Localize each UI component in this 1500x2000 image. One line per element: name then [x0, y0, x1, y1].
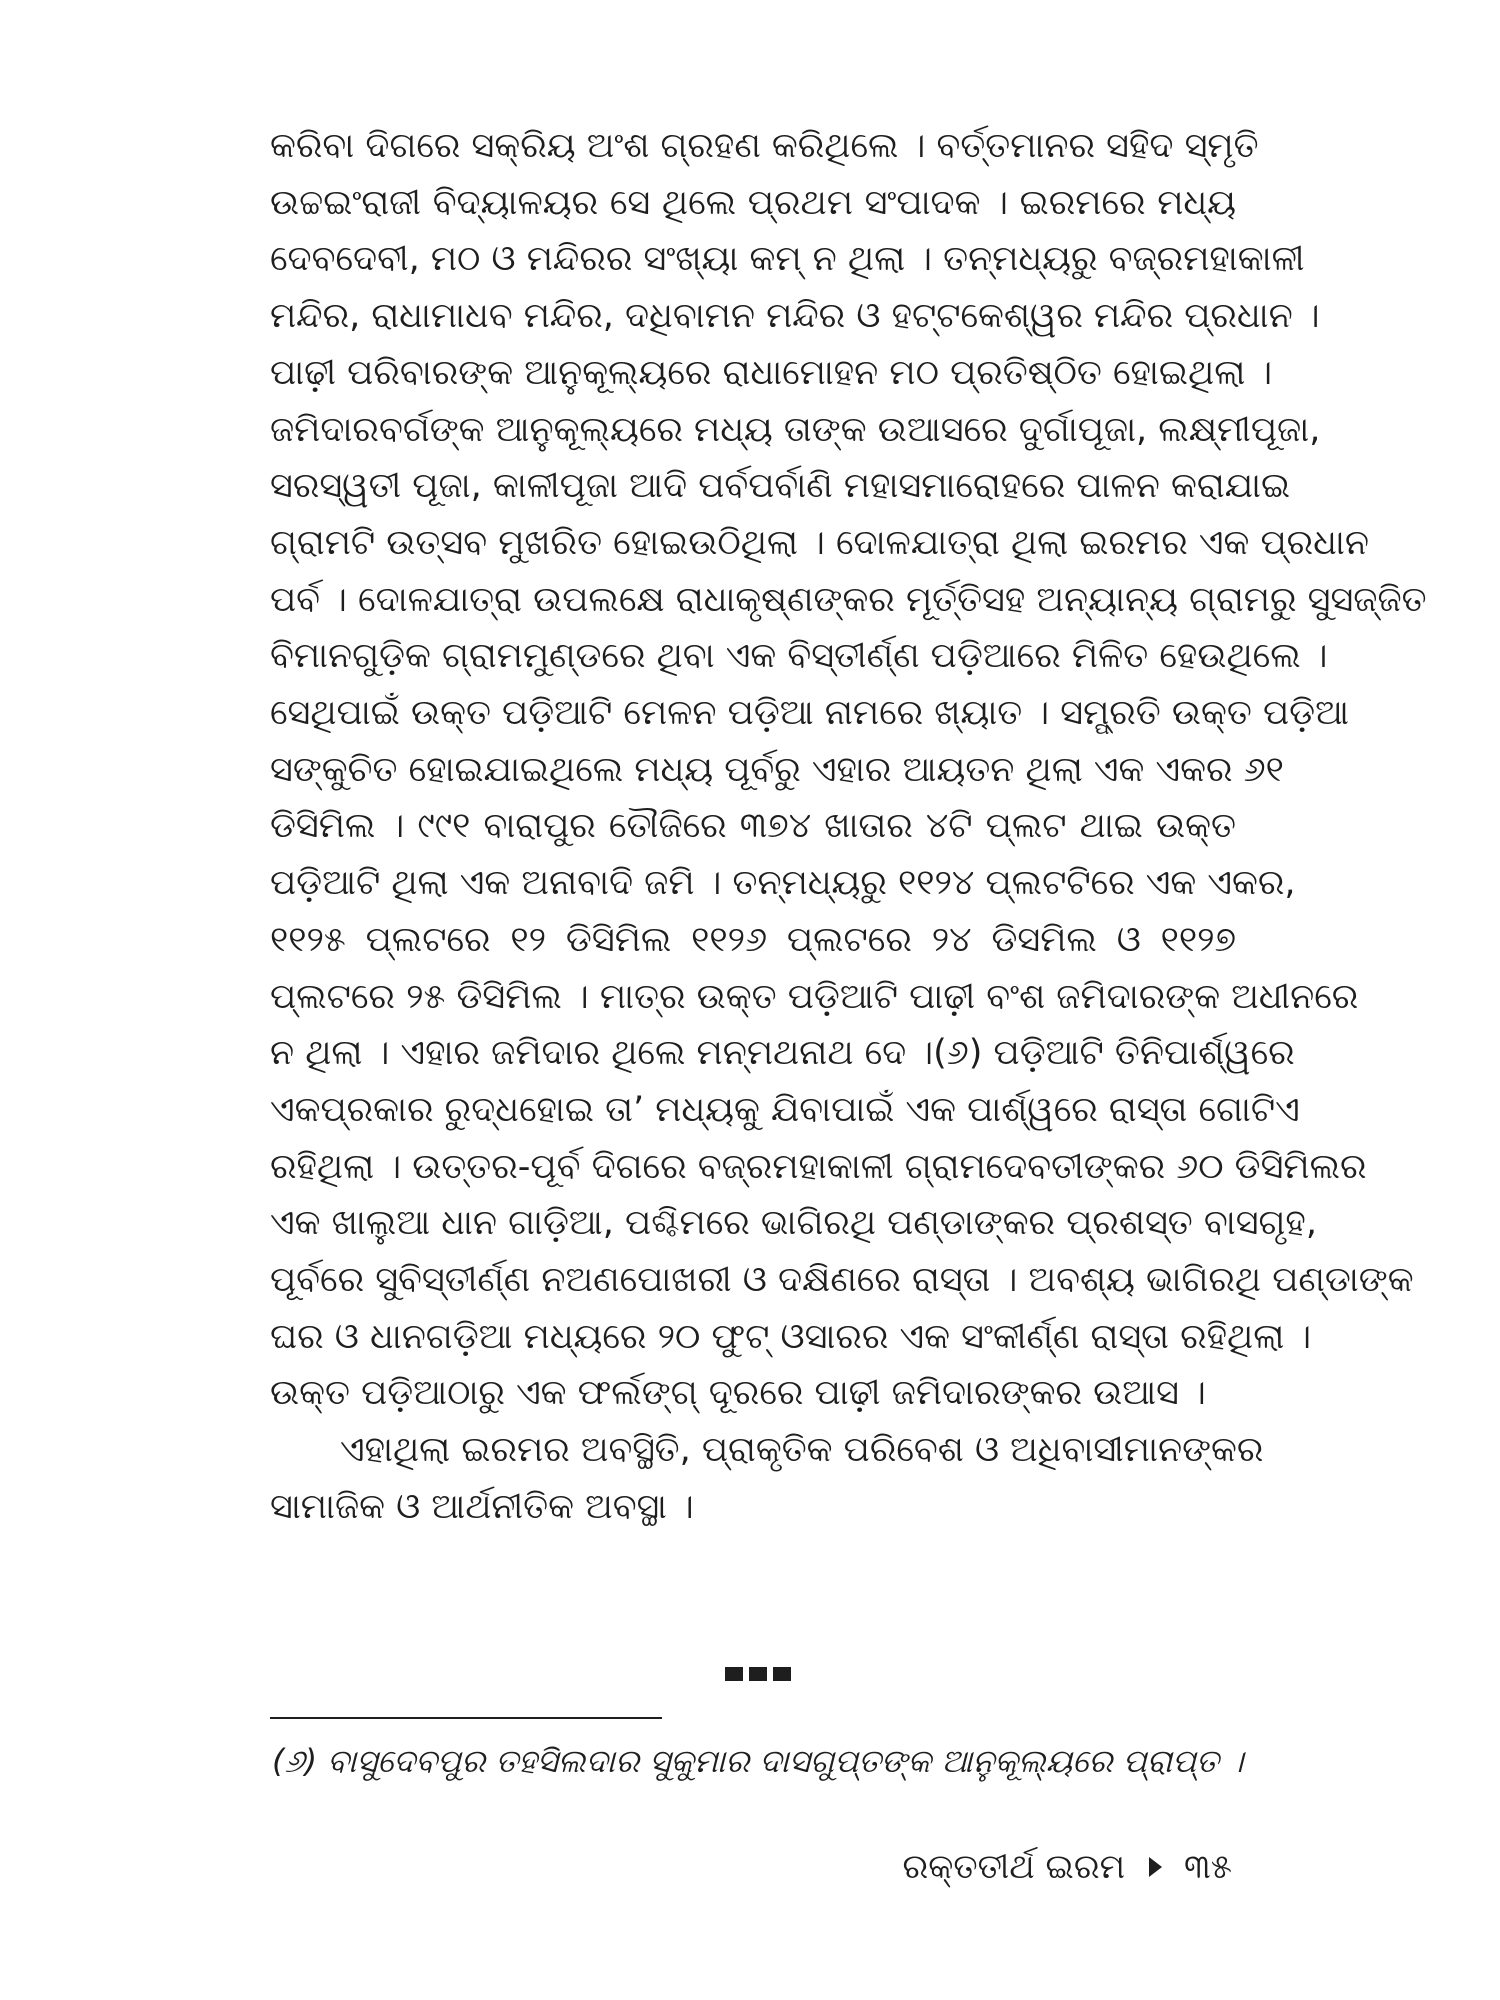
footnote: (୬) ବାସୁଦେବପୁର ତହସିଲଦାର ସୁକୁମାର ଦାସଗୁପ୍ତଙ୍କ ଆନୁକୂଲ୍ୟରେ ପ୍ରାପ୍ତ । — [272, 1742, 1244, 1780]
text-line: ୧୧୨୫ ପ୍ଲଟରେ ୧୨ ଡିସିମିଲ ୧୧୨୬ ପ୍ଲଟରେ ୨୪ ଡିସମିଲ ଓ ୧୧୨୭ — [270, 919, 1236, 960]
text-line: ଏହାଥିଲା ଇରମର ଅବସ୍ଥିତି, ପ୍ରାକୃତିକ ପରିବେଶ ଓ ଅଧିବାସୀମାନଙ୍କର — [340, 1430, 1264, 1471]
text-line: ସଙ୍କୁଚିତ ହୋଇଯାଇଥିଲେ ମଧ୍ୟ ପୂର୍ବରୁ ଏହାର ଆୟତନ ଥିଲା ଏକ ଏକର ୬୧ — [270, 749, 1284, 790]
text-line: ଏକପ୍ରକାର ରୁଦ୍ଧହୋଇ ତା’ ମଧ୍ୟକୁ ଯିବାପାଇଁ ଏକ ପାର୍ଶ୍ୱରେ ରାସ୍ତା ଗୋଟିଏ — [270, 1089, 1300, 1130]
text-line: ଦେବଦେବୀ, ମଠ ଓ ମନ୍ଦିରର ସଂଖ୍ୟା କମ୍ ନ ଥିଲା । ତନ୍ମଧ୍ୟରୁ ବଜ୍ରମହାକାଳୀ — [270, 239, 1305, 280]
text-line: ଜମିଦାରବର୍ଗଙ୍କ ଆନୁକୂଲ୍ୟରେ ମଧ୍ୟ ତାଙ୍କ ଉଆସରେ ଦୁର୍ଗାପୂଜା, ଲକ୍ଷ୍ମୀପୂଜା, — [270, 409, 1321, 450]
section-separator — [725, 1667, 791, 1681]
body-text — [270, 118, 1427, 1536]
text-line: ସରସ୍ୱତୀ ପୂଜା, କାଳୀପୂଜା ଆଦି ପର୍ବପର୍ବାଣି ମହାସମାରୋହରେ ପାଳନ କରାଯାଇ — [270, 466, 1291, 507]
text-line: ପାଢ଼ୀ ପରିବାରଙ୍କ ଆନୁକୂଲ୍ୟରେ ରାଧାମୋହନ ମଠ ପ୍ରତିଷ୍ଠିତ ହୋଇଥିଲା । — [270, 352, 1273, 393]
triangle-right-icon — [1149, 1857, 1162, 1877]
text-line: ପର୍ବ । ଦୋଳଯାତ୍ରା ଉପଲକ୍ଷେ ରାଧାକୃଷ୍ଣଙ୍କର ମୂର୍ତ୍ତିସହ ଅନ୍ୟାନ୍ୟ ଗ୍ରାମରୁ ସୁସଜ୍ଜିତ — [270, 579, 1427, 620]
text-line: ଉକ୍ତ ପଡ଼ିଆଠାରୁ ଏକ ଫର୍ଲଙ୍ଗ୍ ଦୂରରେ ପାଢ଼ୀ ଜମିଦାରଙ୍କର ଉଆସ । — [270, 1373, 1206, 1414]
footnote-rule — [270, 1717, 662, 1719]
page-number: ୩୫ — [1184, 1847, 1232, 1887]
separator-square — [773, 1667, 791, 1681]
text-line: ଏକ ଖାଲୁଆ ଧାନ ଗାଡ଼ିଆ, ପଶ୍ଚିମରେ ଭାଗିରଥି ପଣ୍ଡାଙ୍କର ପ୍ରଶସ୍ତ ବାସଗୃହ, — [270, 1203, 1317, 1244]
text-line: ଘର ଓ ଧାନଗଡ଼ିଆ ମଧ୍ୟରେ ୨୦ ଫୁଟ୍ ଓସାରର ଏକ ସଂକୀର୍ଣ୍ଣ ରାସ୍ତା ରହିଥିଲା । — [270, 1316, 1312, 1357]
text-line: କରିବା ଦିଗରେ ସକ୍ରିୟ ଅଂଶ ଗ୍ରହଣ କରିଥିଲେ । ବର୍ତ୍ତମାନର ସହିଦ ସ୍ମୃତି — [270, 126, 1259, 166]
text-line: ସାମାଜିକ ଓ ଆର୍ଥନୀତିକ ଅବସ୍ଥା । — [270, 1486, 694, 1527]
text-line: ମନ୍ଦିର, ରାଧାମାଧବ ମନ୍ଦିର, ଦଧିବାମନ ମନ୍ଦିର ଓ ହଟ୍ଟକେଶ୍ୱର ମନ୍ଦିର ପ୍ରଧାନ । — [270, 296, 1320, 337]
text-line: ରହିଥିଲା । ଉତ୍ତର-ପୂର୍ବ ଦିଗରେ ବଜ୍ରମହାକାଳୀ ଗ୍ରାମଦେବତୀଙ୍କର ୬୦ ଡିସିମିଲର — [270, 1146, 1367, 1187]
running-footer — [903, 1847, 1232, 1887]
separator-square — [749, 1667, 767, 1681]
text-line: ପୂର୍ବରେ ସୁବିସ୍ତୀର୍ଣ୍ଣ ନଅଣପୋଖରୀ ଓ ଦକ୍ଷିଣରେ ରାସ୍ତା । ଅବଶ୍ୟ ଭାଗିରଥି ପଣ୍ଡାଙ୍କ — [270, 1260, 1414, 1301]
text-line: ସେଥିପାଇଁ ଉକ୍ତ ପଡ଼ିଆଟି ମେଳନ ପଡ଼ିଆ ନାମରେ ଖ୍ୟାତ । ସମ୍ପ୍ରତି ଉକ୍ତ ପଡ଼ିଆ — [270, 693, 1349, 734]
text-line: ଗ୍ରାମଟି ଉତ୍ସବ ମୁଖରିତ ହୋଇଉଠିଥିଲା । ଦୋଳଯାତ୍ରା ଥିଲା ଇରମର ଏକ ପ୍ରଧାନ — [270, 522, 1369, 563]
text-line: ପଡ଼ିଆଟି ଥିଲା ଏକ ଅନାବାଦି ଜମି । ତନ୍ମଧ୍ୟରୁ ୧୧୨୪ ପ୍ଲଟଟିରେ ଏକ ଏକର, — [270, 863, 1296, 904]
book-title: ରକ୍ତତୀର୍ଥ ଇରମ — [902, 1847, 1126, 1887]
separator-square — [725, 1667, 743, 1681]
text-line: ନ ଥିଲା । ଏହାର ଜମିଦାର ଥିଲେ ମନ୍ମଥନାଥ ଦେ ।(୬) ପଡ଼ିଆଟି ତିନିପାର୍ଶ୍ୱରେ — [270, 1033, 1295, 1074]
text-line: ଡିସିମିଲ । ୯୯୧ ବାରାପୁର ତୌଜିରେ ୩୭୪ ଖାତାର ୪ଟି ପ୍ଲଟ ଥାଇ ଉକ୍ତ — [270, 806, 1236, 847]
text-line: ପ୍ଲଟରେ ୨୫ ଡିସିମିଲ । ମାତ୍ର ଉକ୍ତ ପଡ଼ିଆଟି ପାଢ଼ୀ ବଂଶ ଜମିଦାରଙ୍କ ଅଧୀନରେ — [270, 976, 1359, 1017]
text-line: ବିମାନଗୁଡ଼ିକ ଗ୍ରାମମୁଣ୍ଡରେ ଥିବା ଏକ ବିସ୍ତୀର୍ଣ୍ଣ ପଡ଼ିଆରେ ମିଳିତ ହେଉଥିଲେ । — [270, 636, 1328, 677]
text-line: ଉଚ୍ଚଇଂରାଜୀ ବିଦ୍ୟାଳୟର ସେ ଥିଲେ ପ୍ରଥମ ସଂପାଦକ । ଇରମରେ ମଧ୍ୟ — [270, 182, 1236, 223]
